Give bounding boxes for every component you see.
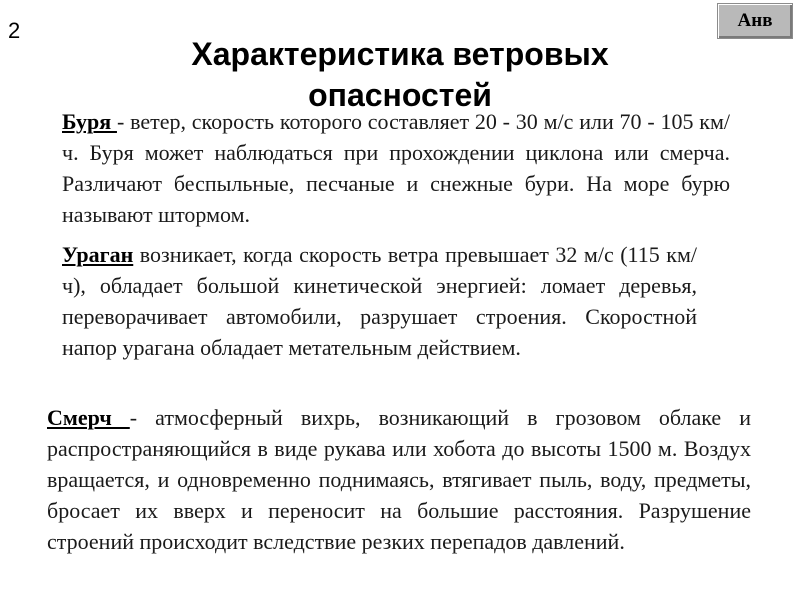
paragraph-tornado (47, 402, 751, 557)
term-hurricane: Ураган (62, 242, 134, 267)
definition-tornado: - атмосферный вихрь, возникающий в грозовом облаке и распространяющийся в виде рукава или хобота до высоты 1500 м. Воздух вращается, и одновременно поднимаясь, втягивает пыль, воду, предметы, бросает их вверх и переносит на большие расстояния. Разрушение строений происходит вследствие резких перепадов давлений. (47, 405, 752, 554)
page-title: Характеристика ветровых опасностей (191, 36, 609, 113)
paragraph-storm (62, 106, 730, 230)
term-storm: Буря (62, 109, 117, 134)
author-badge-button[interactable]: Анв (717, 3, 793, 39)
slide-number: 2 (8, 18, 21, 43)
paragraph-hurricane (62, 239, 697, 363)
definition-hurricane: возникает, когда скорость ветра превышает 32 м/с (115 км/ч), обладает большой кинетической энергией: ломает деревья, переворачивает автомобили, разрушает строения. Скоростной напор урагана обладает метательным действием. (62, 242, 697, 360)
term-tornado: Смерч (47, 405, 130, 430)
definition-storm: - ветер, скорость которого составляет 20 - 30 м/с или 70 - 105 км/ч. Буря может наблюдаться при прохождении циклона или смерча. Различают беспыльные, песчаные и снежные бури. На море бурю называют штормом. (62, 109, 731, 227)
